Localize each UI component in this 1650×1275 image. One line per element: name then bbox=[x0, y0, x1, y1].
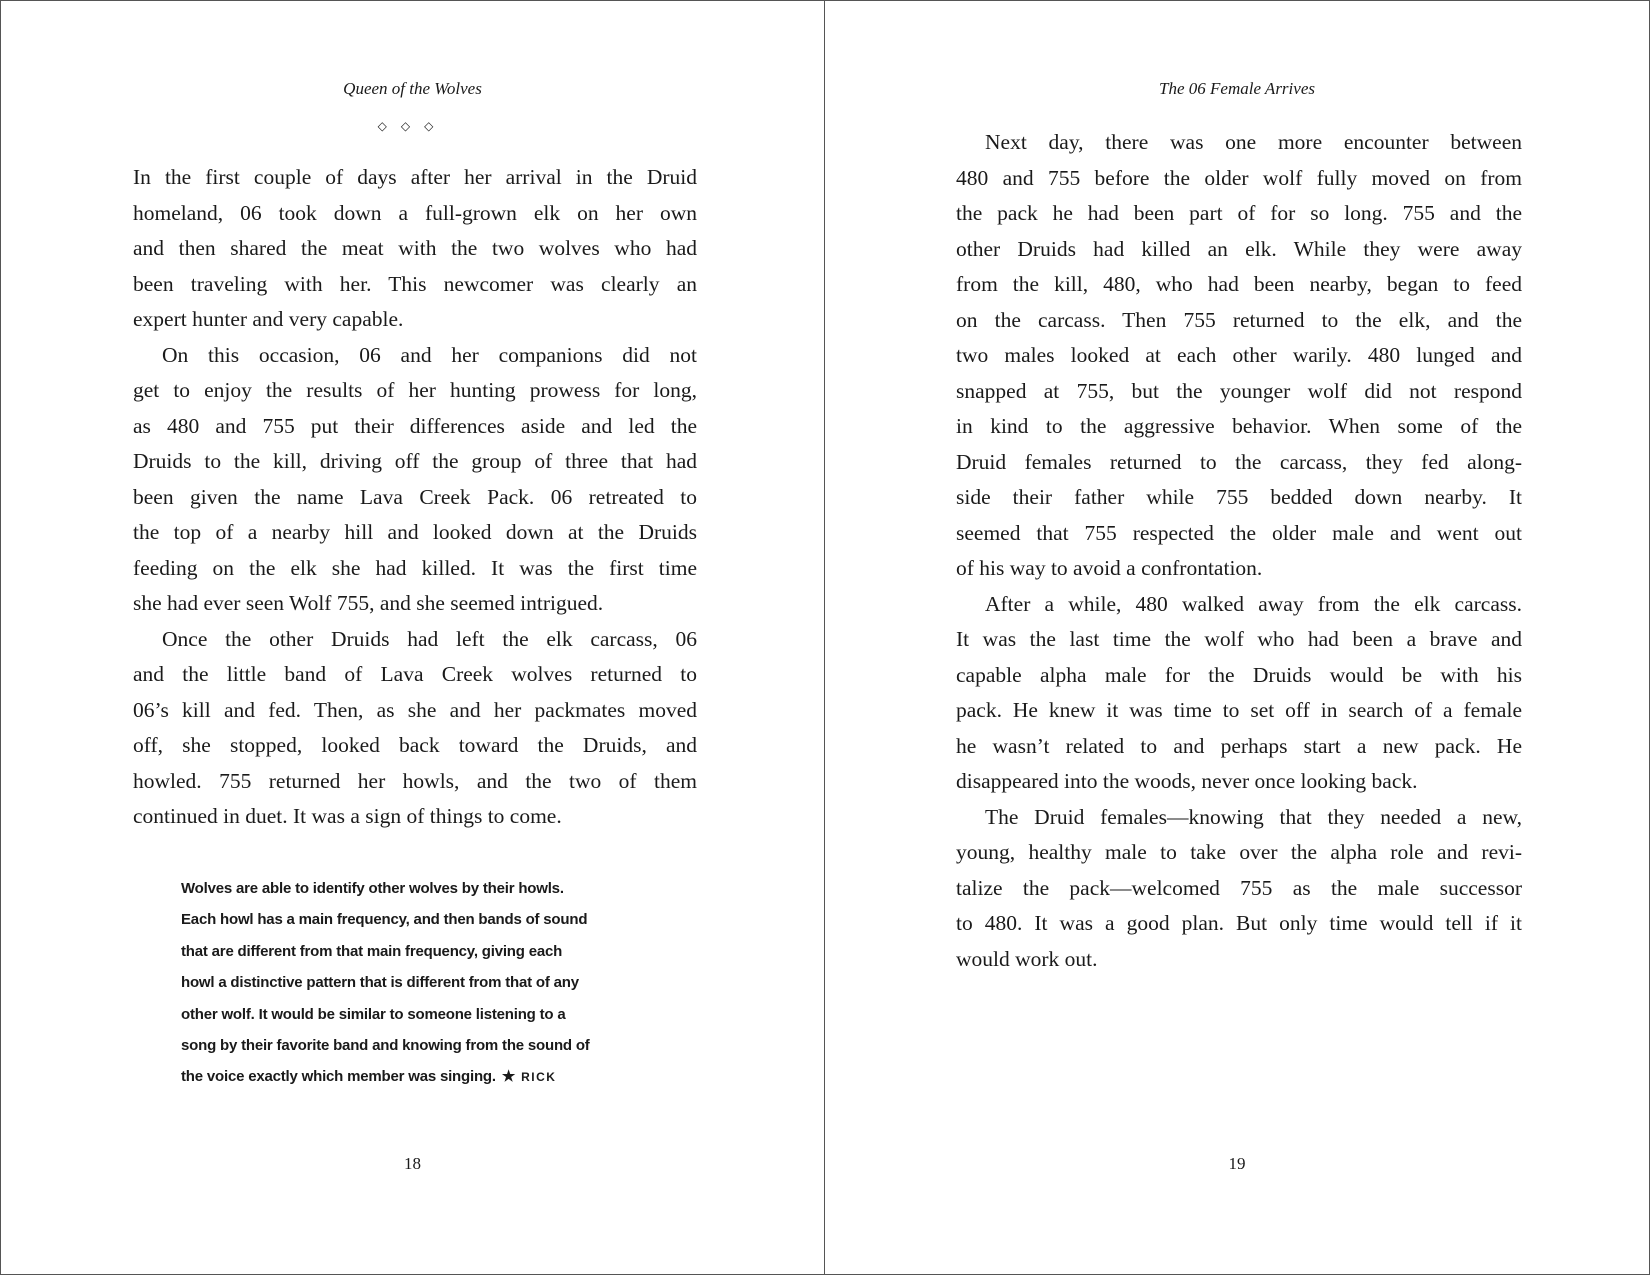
text-line: feeding on the elk she had killed. It was the first time bbox=[133, 555, 697, 580]
text-line: seemed that 755 respected the older male and went out bbox=[956, 520, 1522, 545]
text-line: and the little band of Lava Creek wolves returned to bbox=[133, 662, 697, 686]
running-head: Queen of the Wolves bbox=[343, 79, 482, 98]
sidebar-line-text: howl a distinctive pattern that is different from that of any bbox=[181, 974, 579, 992]
text-line: off, she stopped, looked back toward the Druids, and bbox=[133, 733, 697, 757]
sidebar-line-text: song by their favorite band and knowing from the sound of bbox=[181, 1036, 590, 1054]
text-line: young, healthy male to take over the alpha role and revi- bbox=[956, 840, 1522, 864]
running-head: The 06 Female Arrives bbox=[1159, 79, 1315, 98]
text-line: side their father while 755 bedded down nearby. It bbox=[956, 485, 1522, 509]
text-line: in kind to the aggressive behavior. When some of the bbox=[956, 414, 1522, 438]
text-line: howled. 755 returned her howls, and the two of them bbox=[133, 768, 697, 793]
sidebar-credit: RICK bbox=[521, 1070, 557, 1085]
sidebar-line bbox=[181, 1061, 671, 1092]
text-line: 480 and 755 before the older wolf fully moved on from bbox=[956, 165, 1522, 190]
text-line: capable alpha male for the Druids would be with his bbox=[956, 662, 1522, 687]
sidebar-note bbox=[181, 873, 671, 1093]
page-number: 18 bbox=[404, 1154, 421, 1173]
sidebar-line bbox=[181, 967, 671, 998]
sidebar-line-text: Wolves are able to identify other wolves by their howls. bbox=[181, 880, 564, 897]
sidebar-line bbox=[181, 873, 671, 904]
text-line: Druid females returned to the carcass, they fed along- bbox=[956, 449, 1522, 474]
text-line: from the kill, 480, who had been nearby, began to feed bbox=[956, 272, 1522, 296]
ornament-diamonds: ◇◇◇ bbox=[377, 119, 448, 133]
text-line: of his way to avoid a confrontation. bbox=[956, 556, 1263, 580]
text-line: continued in duet. It was a sign of things to come. bbox=[133, 804, 562, 828]
text-line: the pack he had been part of for so long. 755 and the bbox=[956, 201, 1522, 225]
text-line: the top of a nearby hill and looked down at the Druids bbox=[133, 520, 697, 544]
text-line: Once the other Druids had left the elk carcass, 06 bbox=[162, 626, 697, 651]
sidebar-line bbox=[181, 904, 671, 935]
sidebar-line-text: other wolf. It would be similar to someone listening to a bbox=[181, 1005, 566, 1023]
text-line: been given the name Lava Creek Pack. 06 retreated to bbox=[133, 484, 697, 509]
left-body-text bbox=[133, 160, 697, 835]
page-number: 19 bbox=[1228, 1154, 1246, 1173]
text-line: to 480. It was a good plan. But only time would tell if it bbox=[956, 911, 1522, 935]
sidebar-line-text: that are different from that main frequency, giving each bbox=[181, 942, 563, 960]
text-line: Next day, there was one more encounter between bbox=[985, 130, 1522, 154]
text-line: he wasn’t related to and perhaps start a new pack. He bbox=[956, 733, 1522, 758]
sidebar-line bbox=[181, 1030, 671, 1061]
left-page bbox=[0, 0, 824, 1275]
text-line: been traveling with her. This newcomer was clearly an bbox=[133, 271, 697, 296]
sidebar-line bbox=[181, 999, 671, 1030]
text-line: expert hunter and very capable. bbox=[133, 307, 404, 331]
text-line: she had ever seen Wolf 755, and she seemed intrigued. bbox=[133, 591, 604, 615]
text-line: would work out. bbox=[956, 946, 1098, 971]
text-line: get to enjoy the results of her hunting prowess for long, bbox=[133, 378, 697, 402]
text-line: on the carcass. Then 755 returned to the elk, and the bbox=[956, 307, 1522, 332]
text-line: snapped at 755, but the younger wolf did not respond bbox=[956, 378, 1522, 403]
text-line: pack. He knew it was time to set off in search of a female bbox=[956, 698, 1522, 722]
text-line: It was the last time the wolf who had been a brave and bbox=[956, 627, 1522, 651]
sidebar-line bbox=[181, 936, 671, 967]
text-line: two males looked at each other warily. 480 lunged and bbox=[956, 343, 1522, 367]
text-line: Druids to the kill, driving off the group of three that had bbox=[133, 449, 697, 473]
text-line: disappeared into the woods, never once looking back. bbox=[956, 769, 1418, 793]
text-line: The Druid females—knowing that they needed a new, bbox=[985, 804, 1522, 829]
text-line: After a while, 480 walked away from the elk carcass. bbox=[985, 591, 1522, 616]
right-body-text bbox=[956, 125, 1522, 977]
text-line: other Druids had killed an elk. While they were away bbox=[956, 236, 1522, 261]
text-line: On this occasion, 06 and her companions did not bbox=[162, 342, 697, 367]
text-line: homeland, 06 took down a full-grown elk on her own bbox=[133, 200, 697, 225]
text-line: 06’s kill and fed. Then, as she and her packmates moved bbox=[133, 697, 697, 722]
text-line: talize the pack—welcomed 755 as the male successor bbox=[956, 875, 1522, 900]
text-line: In the first couple of days after her arrival in the Druid bbox=[133, 165, 697, 189]
sidebar-line-text: the voice exactly which member was singing. bbox=[181, 1068, 496, 1086]
text-line: and then shared the meat with the two wolves who had bbox=[133, 236, 697, 260]
sidebar-line-text: Each howl has a main frequency, and then bands of sound bbox=[181, 911, 588, 929]
right-page bbox=[824, 0, 1650, 1275]
star-icon: ★ bbox=[501, 1068, 516, 1086]
text-line: as 480 and 755 put their differences aside and led the bbox=[133, 413, 697, 438]
